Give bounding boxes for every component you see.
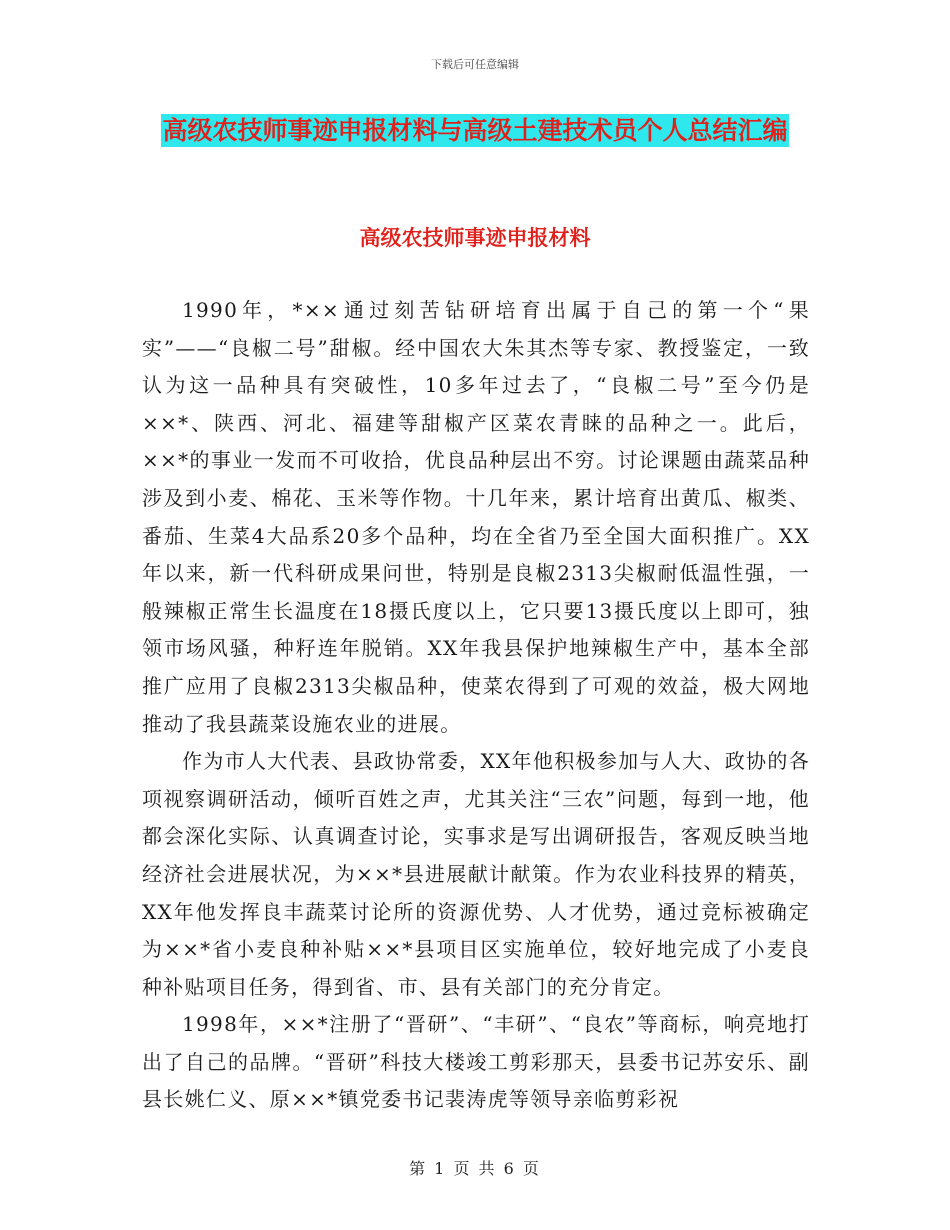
- body-paragraph: 1990年，*××通过刻苦钻研培育出属于自己的第一个“果实”——“良椒二号”甜椒。经中国农大朱其杰等专家、教授鉴定，一致认为这一品种具有突破性，10多年过去了，“良椒二号”至今仍是××*、陕西、河北、福建等甜椒产区菜农青睐的品种之一。此后，××*的事业一发而不可收拾，优良品种层出不穷。讨论课题由蔬菜品种涉及到小麦、棉花、玉米等作物。十几年来，累计培育出黄瓜、椒类、番茄、生菜4大品系20多个品种，均在全省乃至全国大面积推广。XX年以来，新一代科研成果问世，特别是良椒2313尖椒耐低温性强，一般辣椒正常生长温度在18摄氏度以上，它只要13摄氏度以上即可，独领市场风骚，种籽连年脱销。XX年我县保护地辣椒生产中，基本全部推广应用了良椒2313尖椒品种，使菜农得到了可观的效益，极大网地推动了我县蔬菜设施农业的进展。: [142, 298, 810, 736]
- body-paragraph: 作为市人大代表、县政协常委，XX年他积极参加与人大、政协的各项视察调研活动，倾听百姓之声，尤其关注“三农”问题，每到一地，他都会深化实际、认真调查讨论，实事求是写出调研报告，客观反映当地经济社会进展状况，为××*县进展献计献策。作为农业科技界的精英，XX年他发挥良丰蔬菜讨论所的资源优势、人才优势，通过竞标被确定为××*省小麦良种补贴××*县项目区实施单位，较好地完成了小麦良种补贴项目任务，得到省、市、县有关部门的充分肯定。: [142, 749, 810, 999]
- document-title: [150, 108, 800, 154]
- body-paragraph: 1998年，××*注册了“晋研”、“丰研”、“良农”等商标，响亮地打出了自己的品牌。“晋研”科技大楼竣工剪彩那天，县委书记苏安乐、副县长姚仁义、原××*镇党委书记裴涛虎等领导亲临剪彩祝: [142, 1012, 810, 1112]
- page-number: 第 1 页 共 6 页: [409, 1159, 541, 1178]
- document-body: [142, 292, 810, 1119]
- page-header-note: 下载后可任意编辑: [431, 58, 519, 71]
- document-title-text: 高级农技师事迹申报材料与高级土建技术员个人总结汇编: [162, 116, 788, 145]
- section-title: 高级农技师事迹申报材料: [359, 226, 591, 250]
